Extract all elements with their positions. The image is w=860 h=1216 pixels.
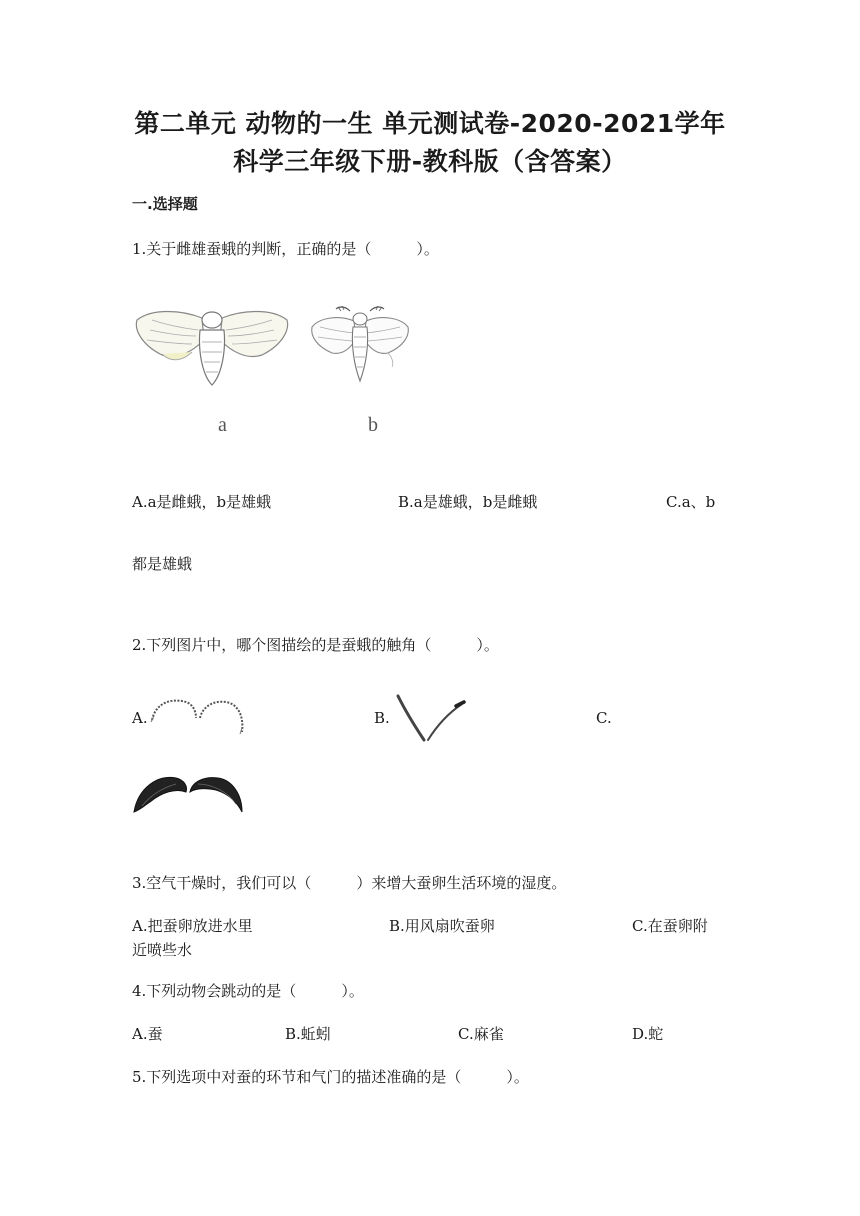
moth-b-label: b xyxy=(368,414,378,436)
moth-a-image xyxy=(132,300,292,390)
question-2-option-b: B. xyxy=(374,709,390,727)
question-3-option-b: B.用风扇吹蚕卵 xyxy=(389,917,495,935)
question-4-option-a: A.蚕 xyxy=(132,1025,163,1043)
question-4-option-b: B.蚯蚓 xyxy=(285,1025,331,1043)
question-3-option-a: A.把蚕卵放进水里 xyxy=(132,917,253,935)
moth-b-image xyxy=(308,305,413,385)
document-title-line1: 第二单元 动物的一生 单元测试卷-2020-2021学年 xyxy=(134,109,726,138)
question-1-text: 1.关于雌雄蚕蛾的判断，正确的是（ ）。 xyxy=(132,240,439,258)
antenna-c-image xyxy=(132,770,244,816)
section-heading: 一.选择题 xyxy=(132,195,198,213)
question-3-option-c: C.在蚕卵附 xyxy=(632,917,708,935)
antenna-b-image xyxy=(396,694,466,742)
question-4-text: 4.下列动物会跳动的是（ ）。 xyxy=(132,982,364,1000)
question-1-option-b: B.a是雄蛾，b是雌蛾 xyxy=(398,493,538,511)
antenna-a-image xyxy=(146,692,248,736)
question-2-text: 2.下列图片中，哪个图描绘的是蚕蛾的触角（ ）。 xyxy=(132,636,499,654)
question-1-option-c: C.a、b xyxy=(666,493,716,511)
document-title-line2: 科学三年级下册-教科版（含答案） xyxy=(233,147,627,176)
question-3-text: 3.空气干燥时，我们可以（ ）来增大蚕卵生活环境的湿度。 xyxy=(132,874,567,892)
question-1-option-c-continuation: 都是雄蛾 xyxy=(132,555,193,573)
question-2-option-c: C. xyxy=(596,709,612,727)
moth-a-label: a xyxy=(218,414,227,436)
question-5-text: 5.下列选项中对蚕的环节和气门的描述准确的是（ ）。 xyxy=(132,1068,529,1086)
question-1-option-a: A.a是雌蛾，b是雄蛾 xyxy=(132,493,272,511)
question-2-option-a: A. xyxy=(132,709,148,727)
question-3-option-c-continuation: 近喷些水 xyxy=(132,941,193,959)
question-4-option-d: D.蛇 xyxy=(632,1025,664,1043)
question-4-option-c: C.麻雀 xyxy=(458,1025,504,1043)
